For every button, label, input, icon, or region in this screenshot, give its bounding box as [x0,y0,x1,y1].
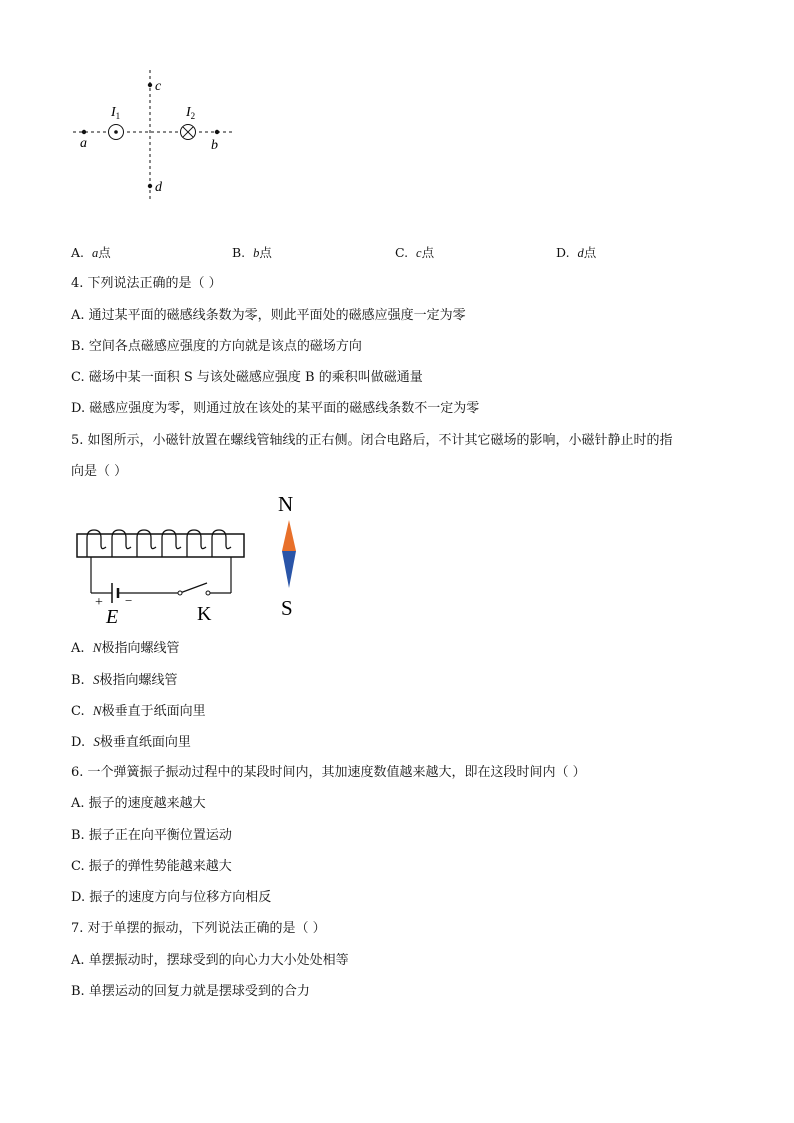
compass-needle-figure [269,490,309,620]
label-c: c [155,79,162,94]
label-a: a [80,136,87,151]
label-b: b [211,138,218,153]
needle-label-n: N [278,492,294,516]
battery-icon [112,583,118,603]
q7-stem: 7. 对于单摆的振动，下列说法正确的是（ ） [71,921,326,936]
current-wires-figure [65,60,265,210]
point-a-dot [82,130,86,134]
q7-option-a: A. 单摆振动时，摆球受到的向心力大小处处相等 [71,953,349,968]
point-c-dot [148,83,152,87]
q6-option-b: B. 振子正在向平衡位置运动 [71,828,232,843]
solenoid-core [77,534,244,557]
label-d: d [155,180,162,195]
q5-stem-line2: 向是（ ） [71,464,128,479]
current-into-page-icon [181,125,196,140]
battery-minus: − [125,593,133,608]
q6-stem: 6. 一个弹簧振子振动过程中的某段时间内，其加速度数值越来越大，即在这段时间内（ ） [71,765,586,780]
label-e: E [106,606,119,625]
needle-label-s: S [281,596,293,620]
q6-option-a: A. 振子的速度越来越大 [71,796,206,811]
q5-option-a: A. N极指向螺线管 [71,640,180,656]
q3-option-a: A. a点 [71,245,111,260]
q3-option-c: C. c点 [395,245,435,260]
q6-option-c: C. 振子的弹性势能越来越大 [71,859,232,874]
q4-option-a: A. 通过某平面的磁感线条数为零，则此平面处的磁感应强度一定为零 [71,308,466,323]
label-i1: $I_1$ [111,105,121,121]
point-b-dot [215,130,219,134]
q4-option-d: D. 磁感应强度为零，则通过放在该处的某平面的磁感线条数不一定为零 [71,401,480,416]
q3-option-d: D. d点 [556,245,597,260]
solenoid-circuit-figure [72,525,257,625]
needle-south-half [282,551,296,588]
q5-option-c: C. N极垂直于纸面向里 [71,703,206,719]
q3-option-b: B. b点 [232,245,272,260]
battery-plus: + [95,595,103,610]
q5-option-b: B. S极指向螺线管 [71,672,178,688]
q5-option-d: D. S极垂直纸面向里 [71,734,191,750]
point-d-dot [148,184,152,188]
q4-stem: 4. 下列说法正确的是（ ） [71,276,222,291]
label-i2: $I_2$ [186,105,196,121]
q6-option-d: D. 振子的速度方向与位移方向相反 [71,890,272,905]
q5-stem-line1: 5. 如图所示，小磁针放置在螺线管轴线的正右侧。闭合电路后，不计其它磁场的影响，小磁针静止时的指 [71,433,673,448]
needle-north-half [282,520,296,551]
q7-option-b: B. 单摆运动的回复力就是摆球受到的合力 [71,984,310,999]
q4-option-c: C. 磁场中某一面积 S 与该处磁感应强度 B 的乘积叫做磁通量 [71,370,423,385]
label-k: K [197,603,212,625]
switch-icon [178,583,210,595]
q4-option-b: B. 空间各点磁感应强度的方向就是该点的磁场方向 [71,339,362,354]
